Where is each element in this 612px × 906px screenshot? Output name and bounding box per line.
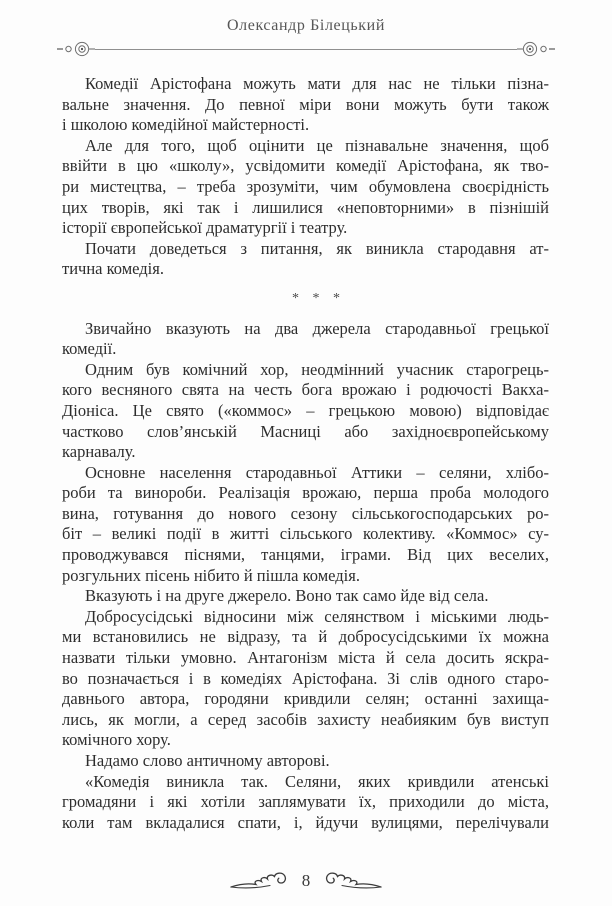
paragraph: [62, 772, 549, 834]
text-line: Вказують і на друге джерело. Воно так само йде від села.: [85, 586, 489, 606]
text-line: назвати тільки умовно. Антагонізм міста й села досить яскра-: [62, 648, 549, 668]
paragraph: [62, 463, 549, 587]
paragraph: [62, 239, 549, 280]
paragraph: [62, 586, 549, 607]
scroll-flourish-icon: [324, 870, 382, 892]
body-text: [62, 74, 549, 833]
page-number: 8: [301, 871, 311, 890]
text-line: Надамо слово античному авторові.: [85, 751, 330, 770]
text-line: розгульних пісень нібито й пішла комедія.: [62, 565, 360, 585]
text-line: Комедії Арістофана можуть мати для нас не тільки пізна-: [85, 74, 549, 93]
text-line: тична комедія.: [62, 259, 164, 279]
paragraph: [62, 319, 549, 360]
text-line: роби та винороби. Реалізація врожаю, перша проба молодого: [62, 483, 549, 503]
text-line: Діоніса. Це свято («коммос» – грецькою мовою) відповідає: [62, 400, 549, 420]
text-line: «Комедія виникла так. Селяни, яких кривдили атенські: [85, 771, 549, 791]
paragraph: [62, 751, 549, 772]
paragraph: [62, 607, 549, 751]
header-rule-line: [95, 49, 517, 50]
text-line: і школою комедійної майстерності.: [62, 115, 310, 135]
text-line: лись, як могли, а серед засобів захисту неабияким був виступ: [62, 709, 549, 729]
text-line: вальне значення. До певної міри вони можуть бути також: [62, 94, 549, 114]
text-line: Основне населення стародавньої Аттики – селяни, хлібо-: [85, 462, 549, 482]
paragraph: [62, 360, 549, 463]
page-header: [57, 16, 555, 58]
spiral-flourish-icon: [517, 40, 555, 58]
text-line: давнього автора, городяни кривдили селян; останні захища-: [62, 689, 549, 709]
text-line: комічного хору.: [62, 730, 171, 750]
text-line: ми встановились не відразу, та й добросусідськими їх можна: [62, 627, 549, 647]
text-line: карнавалу.: [62, 442, 136, 462]
text-line: історії європейської драматургії і театру.: [62, 218, 348, 238]
scroll-flourish-icon: [230, 870, 288, 892]
paragraph: [62, 74, 549, 136]
text-line: проводжувався піснями, танцями, іграми. Від цих веселих,: [62, 545, 549, 565]
spiral-flourish-icon: [57, 40, 95, 58]
section-separator: * * *: [292, 290, 345, 306]
text-line: Одним був комічний хор, неодмінний учасник старогрець-: [85, 359, 549, 379]
text-line: комедії.: [62, 339, 117, 359]
text-line: вина, готування до нового сезону сільськогосподарських ро-: [62, 503, 549, 523]
paragraph: [62, 136, 549, 239]
text-line: частково слов’янській Масниці або західноєвропейському: [62, 421, 549, 441]
text-line: кого весняного свята на честь бога врожаю і родючості Вакха-: [62, 380, 549, 400]
author-name-header: Олександр Білецький: [227, 17, 385, 34]
text-line: ри мистецтва, – треба зрозуміти, чим обумовлена своєрідність: [62, 176, 549, 196]
text-line: цих творів, які так і лишилися «неповторними» в пізнішій: [62, 197, 549, 217]
text-line: Почати доведеться з питання, як виникла стародавня ат-: [85, 238, 549, 258]
page-footer: [0, 868, 612, 894]
text-line: громадяни і які хотіли заплямувати їх, приходили до міста,: [62, 792, 549, 812]
text-line: біт – великі події в житті сільського колективу. «Коммос» су-: [62, 524, 549, 544]
text-line: ввійти в цю «школу», усвідомити комедії Арістофана, як тво-: [62, 156, 549, 176]
text-line: во позначається і в комедіях Арістофана. Зі слів одного старо-: [62, 668, 549, 688]
header-rule: [57, 40, 555, 58]
text-line: коли там вкладалися спати, і, йдучи вулицями, перелічували: [62, 812, 549, 832]
text-line: Звичайно вказують на два джерела стародавньої грецької: [85, 318, 549, 338]
text-line: Добросусідські відносини між селянством і міськими людь-: [85, 606, 549, 626]
text-line: Але для того, щоб оцінити це пізнавальне значення, щоб: [85, 135, 549, 155]
